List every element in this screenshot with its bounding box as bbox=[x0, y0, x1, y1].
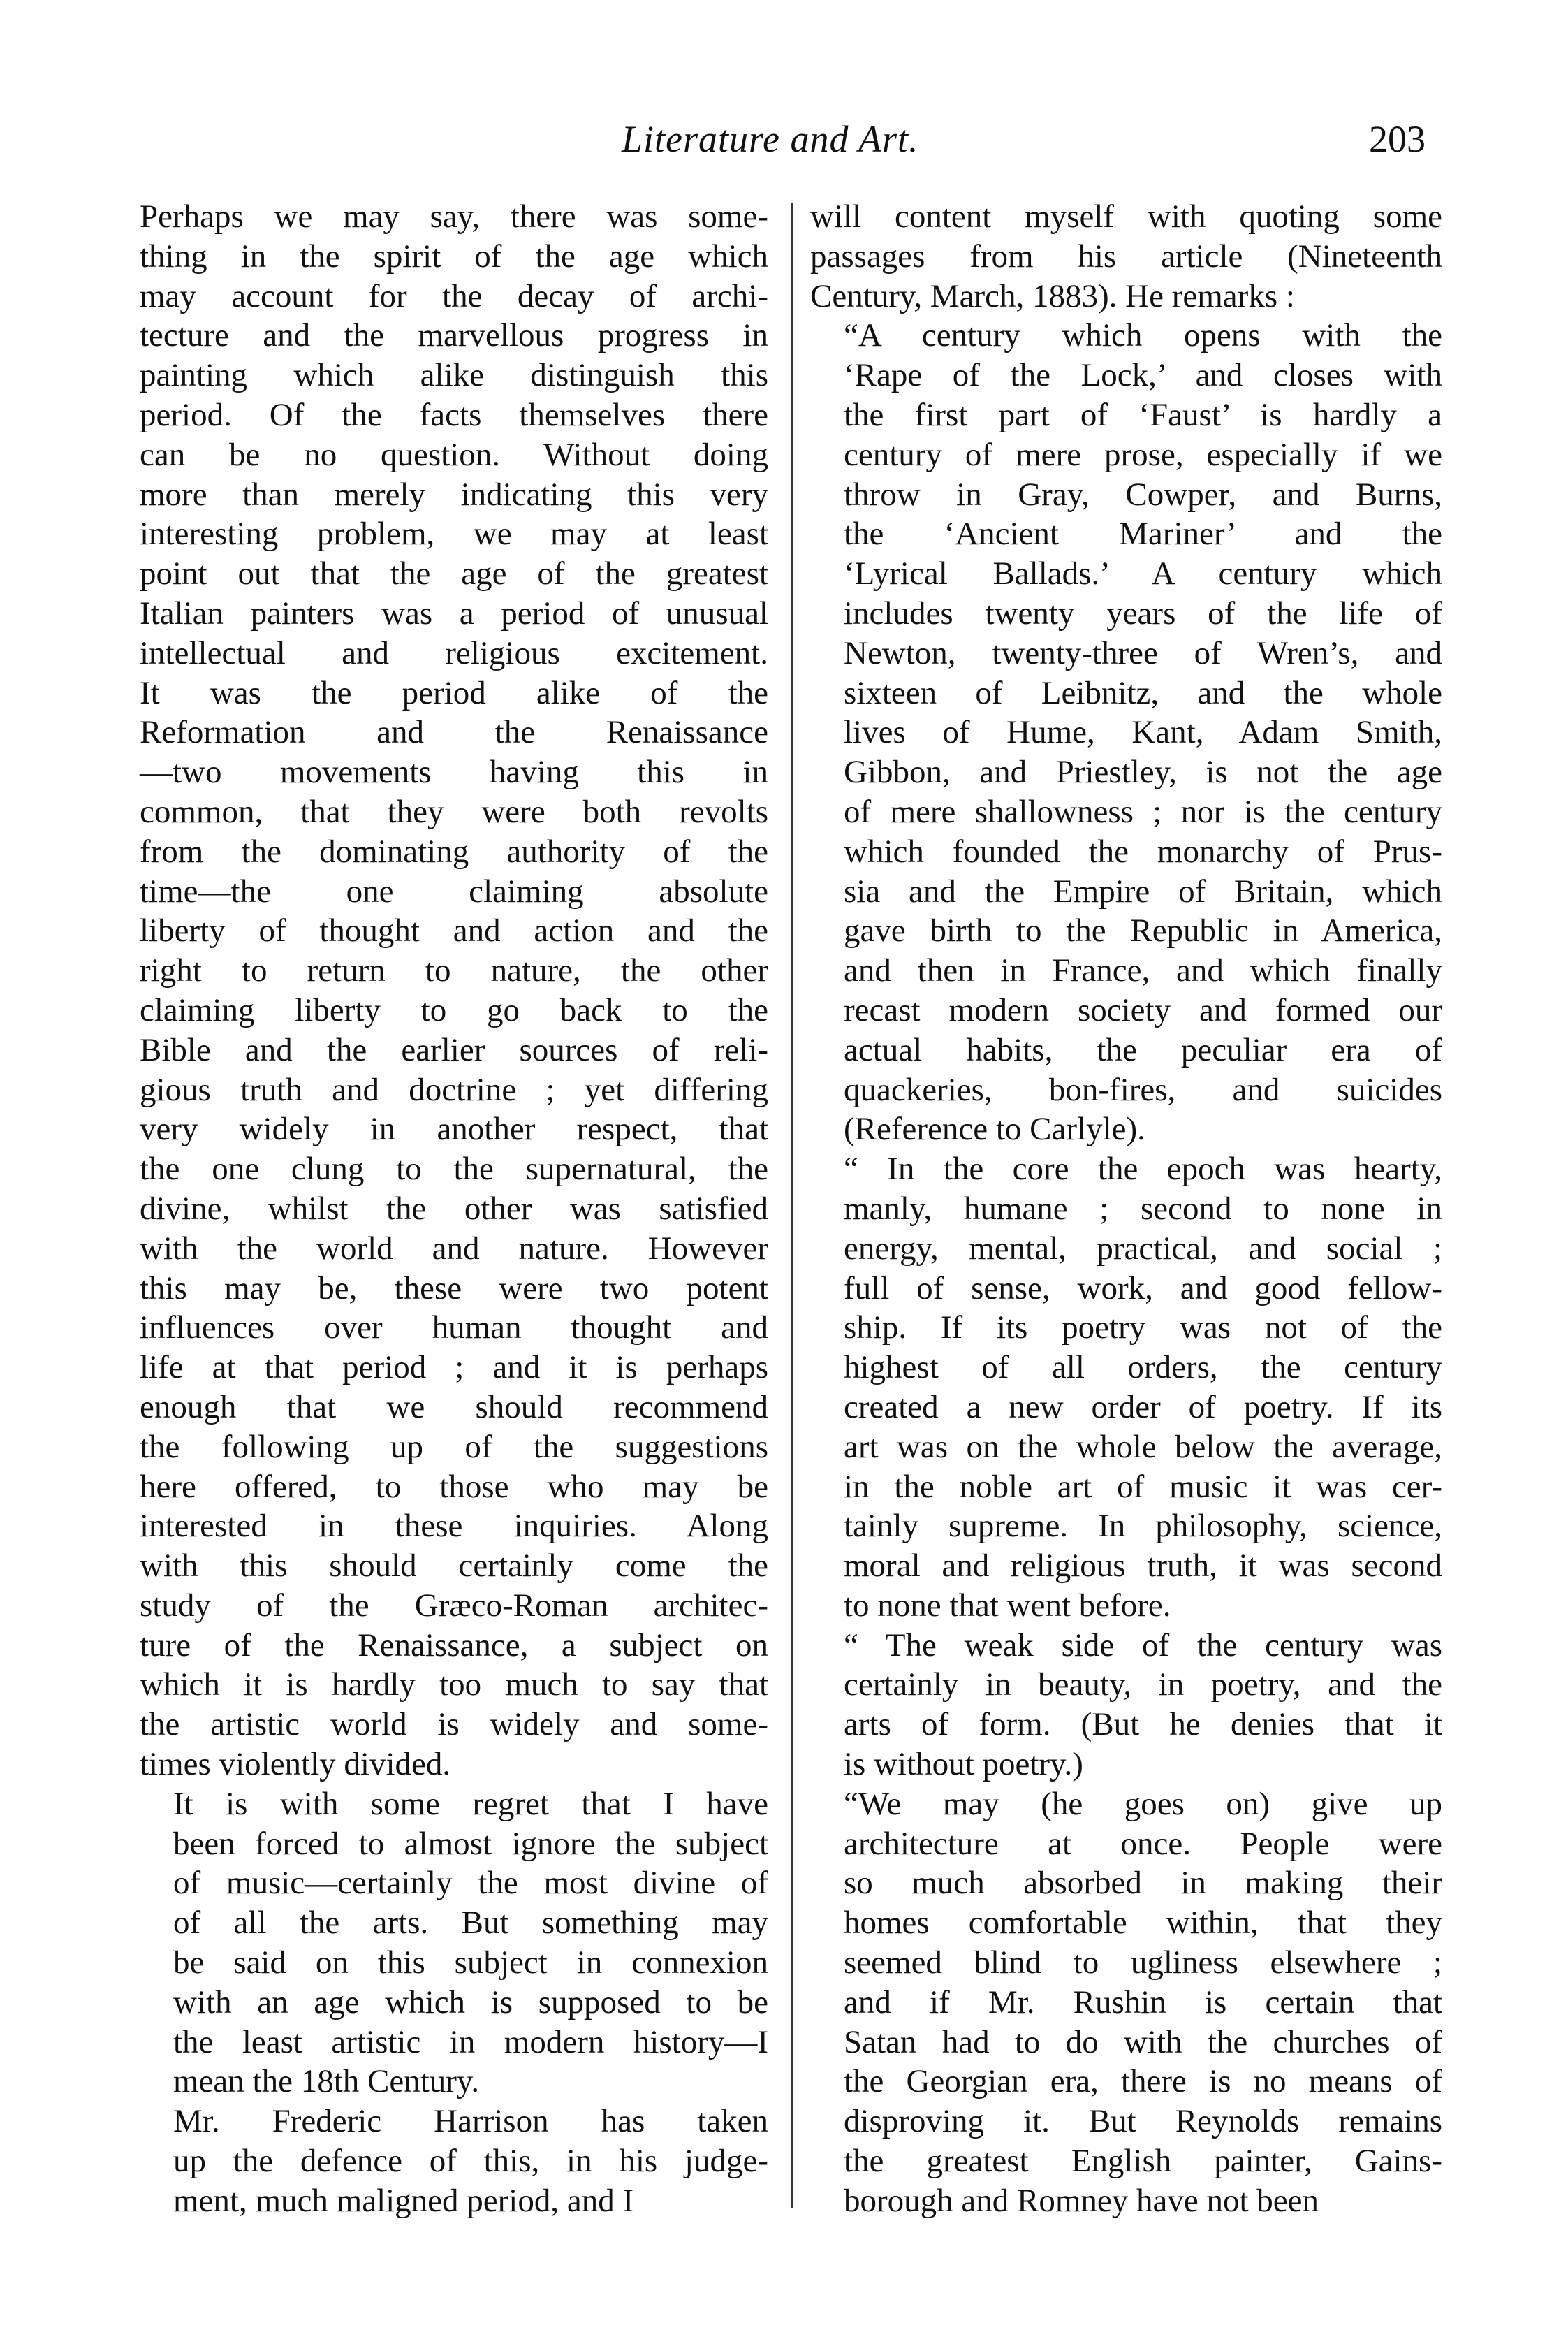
text-line: time—the one claiming absolute bbox=[140, 873, 768, 910]
text-line: moral and religious truth, it was second bbox=[844, 1548, 1442, 1585]
text-line: seemed blind to ugliness elsewhere ; bbox=[844, 1944, 1442, 1981]
text-line: times violently divided. bbox=[140, 1746, 451, 1783]
text-line: claiming liberty to go back to the bbox=[140, 991, 768, 1028]
text-line: It is with some regret that I have bbox=[173, 1785, 768, 1822]
text-line: throw in Gray, Cowper, and Burns, bbox=[844, 476, 1442, 513]
text-line: influences over human thought and bbox=[140, 1309, 768, 1346]
text-line: will content myself with quoting some bbox=[810, 198, 1442, 235]
text-line: architecture at once. People were bbox=[844, 1825, 1442, 1862]
text-line: more than merely indicating this very bbox=[140, 476, 768, 513]
text-line: the one clung to the supernatural, the bbox=[140, 1151, 768, 1188]
text-line: the artistic world is widely and some- bbox=[140, 1706, 768, 1743]
text-line: lives of Hume, Kant, Adam Smith, bbox=[844, 714, 1442, 751]
text-line: with an age which is supposed to be bbox=[173, 1983, 768, 2020]
text-line: homes comfortable within, that they bbox=[844, 1905, 1442, 1942]
text-line: passages from his article (Nineteenth bbox=[810, 238, 1442, 275]
text-line: century of mere prose, especially if we bbox=[844, 436, 1442, 473]
text-line: common, that they were both revolts bbox=[140, 793, 768, 830]
text-line: gave birth to the Republic in America, bbox=[844, 912, 1442, 949]
text-line: Century, March, 1883). He remarks : bbox=[810, 277, 1295, 314]
text-line: quackeries, bon-fires, and suicides bbox=[844, 1071, 1442, 1108]
text-line: be said on this subject in connexion bbox=[173, 1944, 768, 1981]
page-number: 203 bbox=[1369, 118, 1426, 160]
column-divider bbox=[791, 203, 793, 2208]
text-line: Reformation and the Renaissance bbox=[140, 714, 768, 751]
text-line: so much absorbed in making their bbox=[844, 1865, 1442, 1902]
text-line: full of sense, work, and good fellow- bbox=[844, 1269, 1442, 1306]
text-line: “ The weak side of the century was bbox=[844, 1626, 1442, 1663]
paragraph bbox=[810, 316, 1442, 1149]
text-line: this may be, these were two potent bbox=[140, 1269, 768, 1306]
text-line: right to return to nature, the other bbox=[140, 952, 768, 989]
text-line: highest of all orders, the century bbox=[844, 1349, 1442, 1386]
text-line: Satan had to do with the churches of bbox=[844, 2023, 1442, 2060]
text-line: with the world and nature. However bbox=[140, 1230, 768, 1267]
page-header bbox=[0, 117, 1568, 166]
text-line: borough and Romney have not been bbox=[844, 2182, 1319, 2219]
right-column bbox=[810, 197, 1442, 2221]
text-line: intellectual and religious excitement. bbox=[140, 634, 768, 671]
text-line: tecture and the marvellous progress in bbox=[140, 317, 768, 354]
text-line: mean the 18th Century. bbox=[173, 2063, 480, 2100]
text-line: ship. If its poetry was not of the bbox=[844, 1309, 1442, 1346]
text-line: life at that period ; and it is perhaps bbox=[140, 1349, 768, 1386]
text-line: the ‘Ancient Mariner’ and the bbox=[844, 516, 1442, 553]
text-line: is without poetry.) bbox=[844, 1746, 1083, 1783]
text-line: created a new order of poetry. If its bbox=[844, 1388, 1442, 1425]
text-line: of music—certainly the most divine of bbox=[173, 1865, 768, 1902]
text-line: art was on the whole below the average, bbox=[844, 1428, 1442, 1465]
text-line: includes twenty years of the life of bbox=[844, 595, 1442, 632]
text-line: the first part of ‘Faust’ is hardly a bbox=[844, 396, 1442, 433]
text-line: tainly supreme. In philosophy, science, bbox=[844, 1508, 1442, 1545]
text-line: period. Of the facts themselves there bbox=[140, 396, 768, 433]
text-line: disproving it. But Reynolds remains bbox=[844, 2103, 1442, 2140]
text-line: divine, whilst the other was satisfied bbox=[140, 1190, 768, 1227]
text-line: Italian painters was a period of unusual bbox=[140, 595, 768, 632]
text-line: ‘Lyrical Ballads.’ A century which bbox=[844, 555, 1442, 592]
paragraph bbox=[810, 1149, 1442, 1626]
text-line: “We may (he goes on) give up bbox=[844, 1785, 1442, 1822]
text-line: can be no question. Without doing bbox=[140, 436, 768, 473]
text-line: and then in France, and which finally bbox=[844, 952, 1442, 989]
running-head: Literature and Art. bbox=[622, 118, 919, 160]
text-line: point out that the age of the greatest bbox=[140, 555, 768, 592]
text-line: manly, humane ; second to none in bbox=[844, 1190, 1442, 1227]
text-line: gious truth and doctrine ; yet differing bbox=[140, 1071, 768, 1108]
text-line: sia and the Empire of Britain, which bbox=[844, 873, 1442, 910]
text-line: interesting problem, we may at least bbox=[140, 516, 768, 553]
text-line: Perhaps we may say, there was some- bbox=[140, 198, 768, 235]
text-line: It was the period alike of the bbox=[140, 674, 768, 711]
text-line: Bible and the earlier sources of reli- bbox=[140, 1031, 768, 1068]
text-line: ture of the Renaissance, a subject on bbox=[140, 1626, 768, 1663]
text-line: (Reference to Carlyle). bbox=[844, 1111, 1145, 1148]
paragraph bbox=[810, 1626, 1442, 1784]
text-line: been forced to almost ignore the subject bbox=[173, 1825, 768, 1862]
paragraph bbox=[140, 2102, 768, 2220]
text-line: the least artistic in modern history—I bbox=[173, 2023, 768, 2060]
text-line: recast modern society and formed our bbox=[844, 991, 1442, 1028]
text-line: the Georgian era, there is no means of bbox=[844, 2063, 1442, 2100]
text-line: actual habits, the peculiar era of bbox=[844, 1031, 1442, 1068]
text-line: and if Mr. Rushin is certain that bbox=[844, 1983, 1442, 2020]
text-line: certainly in beauty, in poetry, and the bbox=[844, 1666, 1442, 1703]
text-line: the following up of the suggestions bbox=[140, 1428, 768, 1465]
text-line: Mr. Frederic Harrison has taken bbox=[173, 2103, 768, 2140]
text-line: here offered, to those who may be bbox=[140, 1468, 768, 1505]
text-line: ‘Rape of the Lock,’ and closes with bbox=[844, 357, 1442, 394]
text-line: enough that we should recommend bbox=[140, 1388, 768, 1425]
text-line: liberty of thought and action and the bbox=[140, 912, 768, 949]
text-line: up the defence of this, in his judge- bbox=[173, 2143, 768, 2180]
text-line: may account for the decay of archi- bbox=[140, 277, 768, 314]
text-line: to none that went before. bbox=[844, 1587, 1171, 1624]
left-column bbox=[140, 197, 768, 2221]
text-line: with this should certainly come the bbox=[140, 1548, 768, 1585]
paragraph bbox=[810, 197, 1442, 316]
paragraph bbox=[140, 1784, 768, 2102]
text-line: which it is hardly too much to say that bbox=[140, 1666, 768, 1703]
text-line: very widely in another respect, that bbox=[140, 1111, 768, 1148]
text-line: Gibbon, and Priestley, is not the age bbox=[844, 754, 1442, 791]
text-line: which founded the monarchy of Prus- bbox=[844, 833, 1442, 870]
text-line: painting which alike distinguish this bbox=[140, 357, 768, 394]
paragraph bbox=[140, 197, 768, 1784]
text-line: in the noble art of music it was cer- bbox=[844, 1468, 1442, 1505]
text-line: arts of form. (But he denies that it bbox=[844, 1706, 1442, 1743]
text-line: of mere shallowness ; nor is the century bbox=[844, 793, 1442, 830]
text-line: the greatest English painter, Gains- bbox=[844, 2143, 1442, 2180]
text-line: —two movements having this in bbox=[140, 754, 768, 791]
paragraph bbox=[810, 1784, 1442, 2221]
text-line: “ In the core the epoch was hearty, bbox=[844, 1151, 1442, 1188]
text-line: sixteen of Leibnitz, and the whole bbox=[844, 674, 1442, 711]
text-line: ment, much maligned period, and I bbox=[173, 2182, 634, 2219]
text-line: energy, mental, practical, and social ; bbox=[844, 1230, 1442, 1267]
text-line: Newton, twenty-three of Wren’s, and bbox=[844, 634, 1442, 671]
text-line: interested in these inquiries. Along bbox=[140, 1508, 768, 1545]
text-line: of all the arts. But something may bbox=[173, 1905, 768, 1942]
text-line: thing in the spirit of the age which bbox=[140, 238, 768, 275]
text-line: study of the Græco-Roman architec- bbox=[140, 1587, 768, 1624]
text-line: from the dominating authority of the bbox=[140, 833, 768, 870]
text-line: “A century which opens with the bbox=[844, 317, 1442, 354]
